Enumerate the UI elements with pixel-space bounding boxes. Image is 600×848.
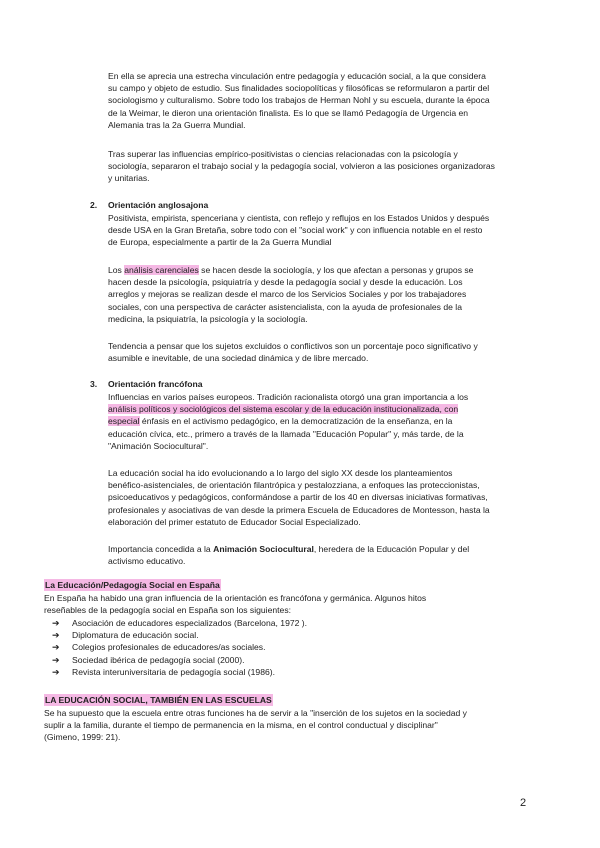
- text-line: (Gimeno, 1999: 21).: [44, 732, 121, 743]
- spain-paragraph: [44, 592, 554, 616]
- section-title-spain: La Educación/Pedagogía Social en España: [45, 580, 220, 590]
- text-line: Tendencia a pensar que los sujetos excluidos o conflictivos son un porcentaje poco significativo y: [108, 341, 478, 351]
- text-line: su campo y objeto de estudio. Sus finalidades sociopolíticas y filosóficas se reformularon a partir del: [108, 83, 490, 94]
- list-item: ➔ Revista interuniversitaria de pedagogía social (1986).: [52, 666, 276, 677]
- text-line: benéfico-asistenciales, de orientación filantrópica y pestalozziana, a enfoques las proteccionistas,: [108, 480, 480, 491]
- list-item: ➔ Asociación de educadores especializados (Barcelona, 1972 ).: [52, 618, 308, 628]
- text-fragment: se hacen desde la sociología, y los que afectan a personas y grupos se: [198, 265, 474, 275]
- highlighted-text: especial: [108, 416, 140, 427]
- text-line: activismo educativo.: [108, 556, 186, 567]
- section3-paragraph-2: [108, 467, 548, 528]
- arrow-icon: ➔: [52, 618, 60, 628]
- section-title-school: LA EDUCACIÓN SOCIAL, TAMBIÉN EN LAS ESCUELAS: [45, 695, 272, 705]
- list-item: ➔ Diplomatura de educación social.: [52, 630, 199, 641]
- text-line: Influencias en varios países europeos. Tradición racionalista otorgó una gran importancia a los: [108, 392, 469, 402]
- text-fragment: , heredera de la Educación Popular y del: [313, 544, 470, 554]
- text-line: Positivista, empirista, spenceriana y cientista, con reflejo y reflujos en los Estados Unidos y después: [108, 213, 490, 223]
- text-line: reseñables de la pedagogía social en España son los siguientes:: [44, 605, 292, 616]
- section-heading: Orientación francófona: [108, 379, 203, 389]
- arrow-icon: ➔: [52, 654, 60, 665]
- list-item: ➔ Colegios profesionales de educadores/as sociales.: [52, 642, 266, 653]
- intro-paragraph-2: [108, 148, 548, 185]
- text-line: sociales, con una perspectiva de carácter asistencialista, con la ayuda de profesionales de la: [108, 301, 462, 312]
- arrow-icon: ➔: [52, 642, 60, 653]
- text-line: La educación social ha ido evolucionando a lo largo del siglo XX desde los planteamientos: [108, 468, 453, 478]
- text-line: Alemania tras la 2a Guerra Mundial.: [108, 119, 246, 130]
- text-line: elaboración del primer estatuto de Educador Social Especializado.: [108, 516, 361, 527]
- arrow-icon: ➔: [52, 666, 60, 677]
- text-line: [108, 415, 548, 427]
- section3-paragraph-1: [108, 391, 548, 452]
- text-line: de la Weimar, le dieron una orientación finalista. Es lo que se llamó Pedagogía de Urgencia en: [108, 107, 469, 118]
- milestones-list: [52, 617, 307, 678]
- text-fragment: énfasis en el activismo pedagógico, en la democratización de la enseñanza, en la: [139, 416, 453, 427]
- text-line: de Europa, especialmente a partir de la 2a Guerra Mundial: [108, 237, 332, 248]
- text-line: y unitarias.: [108, 173, 150, 184]
- text-line: asumible e inevitable, de una sociedad dinámica y de libre mercado.: [108, 353, 369, 364]
- arrow-icon: ➔: [52, 630, 60, 641]
- text-line: Se ha supuesto que la escuela entre otras funciones ha de servir a la "inserción de los sujetos en la sociedad y: [44, 708, 467, 718]
- list-item: ➔ Sociedad ibérica de pedagogía social (2000).: [52, 654, 245, 665]
- section2-paragraph-3: [108, 340, 548, 364]
- text-fragment: Los: [108, 265, 125, 275]
- text-line: [108, 543, 548, 555]
- text-line: Tras superar las influencias empírico-positivistas o ciencias relacionadas con la psicología y: [108, 149, 458, 159]
- section2-paragraph-1: [108, 212, 548, 249]
- highlighted-text: análisis políticos y sociológicos del sistema escolar y de la educación institucionalizada, con: [108, 404, 459, 415]
- section-number: 3.: [90, 379, 98, 389]
- text-line: educación cívica, etc., primero a través de la llamada "Educación Popular" y, más tarde, de la: [108, 428, 464, 439]
- text-line: medicina, la psiquiatría, la psicología y la sociología.: [108, 313, 308, 324]
- text-line: "Animación Sociocultural".: [108, 440, 209, 451]
- text-line: [108, 403, 548, 415]
- text-line: En ella se aprecia una estrecha vinculación entre pedagogía y educación social, a la que considera: [108, 71, 486, 81]
- school-paragraph: [44, 707, 554, 744]
- bold-text: Animación Sociocultural: [213, 544, 314, 554]
- text-line: profesionales y asociativas de van desde la primera Escuela de Educadores de Montesson, hasta la: [108, 504, 490, 515]
- text-line: suplir a la familia, durante el tiempo de permanencia en la misma, en el control conductual y disciplinar": [44, 720, 438, 731]
- text-fragment: Importancia concedida a la: [108, 544, 214, 554]
- text-line: psicoeducativos y pedagógicos, conformándose a partir de los 40 en diversas iniciativas formativas,: [108, 492, 488, 503]
- text-line: desde USA en la Gran Bretaña, sobre todo con el "social work" y con influencia notable en el resto: [108, 225, 483, 236]
- text-line: En España ha habido una gran influencia de la orientación es francófona y germánica. Algunos hitos: [44, 593, 427, 603]
- page-number: 2: [520, 797, 527, 809]
- text-line: [108, 264, 548, 276]
- text-line: sociología, separaron el trabajo social y la pedagogía social, volvieron a las posiciones organizadoras: [108, 161, 495, 172]
- section-number: 2.: [90, 200, 98, 210]
- intro-paragraph-1: [108, 70, 548, 131]
- text-line: hacen desde la psicología, psiquiatría y desde la pedagogía social y desde la educación. Los: [108, 277, 463, 288]
- highlighted-text: análisis carenciales: [124, 265, 199, 275]
- text-line: sociologismo y culturalismo. Sobre todo los trabajos de Herman Nohl y su escuela, durante la época: [108, 95, 490, 106]
- section-heading: Orientación anglosajona: [108, 200, 209, 210]
- section3-paragraph-3: [108, 543, 548, 567]
- text-line: arreglos y mejoras se realizan desde el marco de los Servicios Sociales y por los trabajadores: [108, 289, 467, 300]
- section2-paragraph-2: [108, 264, 548, 325]
